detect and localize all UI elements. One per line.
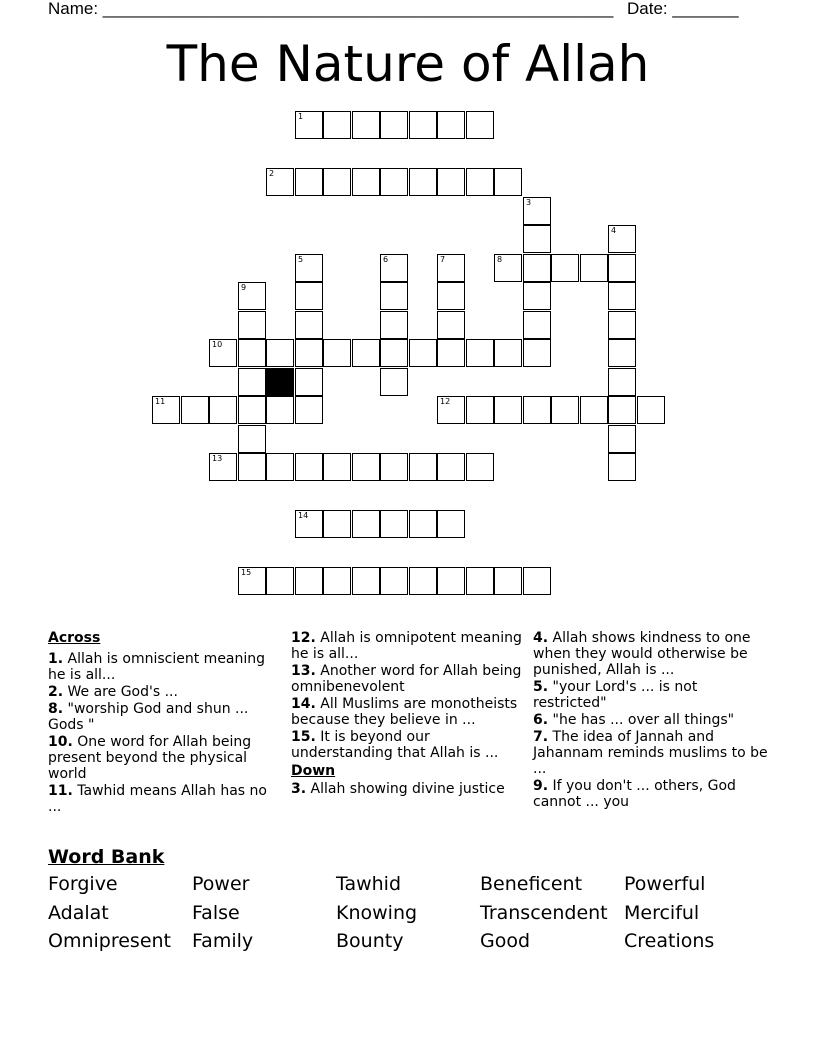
crossword-cell[interactable] [608, 282, 636, 310]
crossword-cell[interactable] [209, 453, 237, 481]
crossword-cell[interactable] [238, 311, 266, 339]
word-bank-word: Adalat [48, 901, 109, 924]
crossword-cell[interactable] [637, 396, 665, 424]
clue-across-10: 10. One word for Allah being present beyond the physical world [48, 734, 252, 782]
crossword-cell[interactable] [409, 453, 437, 481]
word-bank-word: Knowing [336, 901, 418, 924]
crossword-cell[interactable] [494, 567, 522, 595]
crossword-cell[interactable] [551, 254, 579, 282]
crossword-cell[interactable] [466, 339, 494, 367]
across-heading: Across [48, 630, 101, 646]
down-heading: Down [291, 763, 336, 779]
word-bank-word: Beneficent [480, 873, 583, 895]
crossword-cell[interactable] [295, 567, 323, 595]
crossword-cell[interactable] [437, 510, 465, 538]
crossword-cell[interactable] [523, 339, 551, 367]
clue-down-3: 3. Allah showing divine justice [291, 781, 505, 797]
crossword-cell[interactable] [608, 368, 636, 396]
clue-across-8: 8. "worship God and shun ... Gods " [48, 701, 249, 733]
word-bank-word: Tawhid [336, 873, 402, 895]
crossword-cell[interactable] [266, 567, 294, 595]
crossword-cell[interactable] [580, 254, 608, 282]
clue-number: 2 [269, 169, 275, 178]
crossword-cell[interactable] [266, 339, 294, 367]
clue-across-15: 15. It is beyond our understanding that Allah is ... [291, 729, 499, 761]
crossword-cell[interactable] [380, 510, 408, 538]
clue-number: 6 [383, 255, 389, 264]
crossword-cell[interactable] [380, 282, 408, 310]
word-bank-word: Family [192, 930, 254, 952]
crossword-cell[interactable] [181, 396, 209, 424]
clues-column-2 [291, 630, 523, 798]
crossword-cell[interactable] [352, 168, 380, 196]
crossword-cell[interactable] [437, 254, 465, 282]
clue-down-7: 7. The idea of Jannah and Jahannam reminds muslims to be ... [533, 729, 768, 777]
clue-number: 9 [241, 283, 247, 292]
word-bank-word: False [192, 901, 240, 924]
crossword-cell[interactable] [266, 168, 294, 196]
crossword-cell[interactable] [380, 111, 408, 139]
crossword-cell[interactable] [238, 282, 266, 310]
clue-number: 11 [155, 397, 166, 406]
crossword-cell[interactable] [295, 339, 323, 367]
crossword-cell[interactable] [523, 282, 551, 310]
word-bank-title: Word Bank [48, 846, 165, 868]
clue-number: 13 [212, 454, 223, 463]
clue-number: 14 [298, 511, 309, 520]
crossword-cell[interactable] [295, 254, 323, 282]
word-bank-word: Bounty [336, 930, 404, 952]
clues-column-3 [533, 630, 773, 811]
crossword-cell[interactable] [380, 368, 408, 396]
crossword-cell[interactable] [466, 396, 494, 424]
word-bank-word: Transcendent [480, 901, 608, 924]
crossword-cell[interactable] [466, 453, 494, 481]
crossword-cell[interactable] [608, 425, 636, 453]
word-bank-word: Power [192, 873, 250, 895]
crossword-cell[interactable] [352, 453, 380, 481]
crossword-cell[interactable] [323, 168, 351, 196]
crossword-cell[interactable] [352, 567, 380, 595]
crossword-cell[interactable] [266, 396, 294, 424]
clue-number: 1 [298, 112, 304, 121]
crossword-cell[interactable] [209, 396, 237, 424]
clue-number: 3 [526, 198, 532, 207]
crossword-cell[interactable] [608, 225, 636, 253]
crossword-cell[interactable] [409, 111, 437, 139]
crossword-cell[interactable] [238, 368, 266, 396]
date-field-label: Date: _______ [627, 0, 739, 18]
crossword-cell[interactable] [152, 396, 180, 424]
crossword-cell[interactable] [494, 254, 522, 282]
crossword-cell[interactable] [380, 168, 408, 196]
crossword-cell[interactable] [295, 282, 323, 310]
crossword-cell[interactable] [295, 111, 323, 139]
crossword-cell[interactable] [238, 339, 266, 367]
crossword-cell[interactable] [437, 453, 465, 481]
word-bank-word: Omnipresent [48, 930, 172, 952]
crossword-cell[interactable] [551, 396, 579, 424]
crossword-cell[interactable] [323, 339, 351, 367]
crossword-cell[interactable] [323, 567, 351, 595]
clue-number: 8 [497, 255, 503, 264]
crossword-cell[interactable] [295, 510, 323, 538]
crossword-cell[interactable] [409, 168, 437, 196]
clue-number: 5 [298, 255, 304, 264]
clue-down-4: 4. Allah shows kindness to one when they would otherwise be punished, Allah is ... [533, 630, 751, 678]
crossword-cell[interactable] [380, 254, 408, 282]
clue-across-1: 1. Allah is omniscient meaning he is all... [48, 651, 266, 683]
crossword-cell[interactable] [437, 339, 465, 367]
clue-down-9: 9. If you don't ... others, God cannot ... you [533, 778, 736, 810]
clue-across-13: 13. Another word for Allah being omnibenevolent [291, 663, 522, 695]
crossword-cell[interactable] [608, 254, 636, 282]
crossword-cell[interactable] [352, 510, 380, 538]
crossword-cell[interactable] [523, 396, 551, 424]
crossword-cell[interactable] [295, 311, 323, 339]
crossword-cell[interactable] [437, 567, 465, 595]
crossword-cell[interactable] [323, 510, 351, 538]
crossword-cell[interactable] [238, 567, 266, 595]
crossword-cell[interactable] [608, 311, 636, 339]
clue-number: 12 [440, 397, 451, 406]
crossword-cell[interactable] [380, 453, 408, 481]
crossword-cell[interactable] [523, 311, 551, 339]
crossword-cell[interactable] [466, 567, 494, 595]
crossword-cell[interactable] [295, 368, 323, 396]
crossword-cell[interactable] [323, 111, 351, 139]
crossword-cell[interactable] [437, 168, 465, 196]
crossword-cell[interactable] [523, 197, 551, 225]
crossword-cell[interactable] [466, 168, 494, 196]
crossword-cell[interactable] [437, 311, 465, 339]
word-bank-word: Creations [624, 930, 715, 952]
crossword-cell[interactable] [608, 396, 636, 424]
page-title: The Nature of Allah [166, 35, 650, 93]
crossword-cell[interactable] [409, 339, 437, 367]
crossword-cell[interactable] [323, 453, 351, 481]
clue-number: 7 [440, 255, 446, 264]
name-field-label: Name: ______________________________________________________ [48, 0, 614, 18]
clue-across-11: 11. Tawhid means Allah has no ... [48, 783, 267, 815]
crossword-cell[interactable] [608, 339, 636, 367]
crossword-cell[interactable] [380, 311, 408, 339]
crossword-cell[interactable] [523, 225, 551, 253]
crossword-cell[interactable] [494, 396, 522, 424]
crossword-cell[interactable] [266, 453, 294, 481]
crossword-cell[interactable] [523, 567, 551, 595]
crossword-cell[interactable] [295, 453, 323, 481]
crossword-cell[interactable] [352, 111, 380, 139]
word-bank-word: Powerful [624, 873, 706, 895]
crossword-cell[interactable] [380, 339, 408, 367]
crossword-cell[interactable] [437, 282, 465, 310]
crossword-cell[interactable] [238, 453, 266, 481]
clue-across-14: 14. All Muslims are monotheists because they believe in ... [291, 696, 518, 728]
crossword-cell[interactable] [437, 111, 465, 139]
clue-number: 4 [611, 226, 617, 235]
crossword-cell[interactable] [295, 168, 323, 196]
clue-across-12: 12. Allah is omnipotent meaning he is all... [291, 630, 522, 662]
crossword-cell[interactable] [209, 339, 237, 367]
word-bank-word: Merciful [624, 901, 700, 924]
crossword-cell[interactable] [380, 567, 408, 595]
crossword-cell[interactable] [494, 168, 522, 196]
crossword-cell[interactable] [437, 396, 465, 424]
clues-column-1 [48, 630, 280, 816]
clue-down-5: 5. "your Lord's ... is not restricted" [533, 679, 698, 711]
crossword-cell[interactable] [494, 339, 522, 367]
crossword-cell[interactable] [580, 396, 608, 424]
blocked-cell [266, 368, 294, 396]
crossword-cell[interactable] [352, 339, 380, 367]
word-bank-word: Forgive [48, 873, 118, 895]
clue-across-2: 2. We are God's ... [48, 684, 178, 700]
clue-down-6: 6. "he has ... over all things" [533, 712, 735, 728]
crossword-cell[interactable] [238, 396, 266, 424]
clue-number: 10 [212, 340, 223, 349]
crossword-cell[interactable] [238, 425, 266, 453]
crossword-cell[interactable] [295, 396, 323, 424]
crossword-cell[interactable] [608, 453, 636, 481]
crossword-cell[interactable] [466, 111, 494, 139]
crossword-cell[interactable] [523, 254, 551, 282]
crossword-cell[interactable] [409, 567, 437, 595]
clue-number: 15 [241, 568, 252, 577]
word-bank-word: Good [480, 930, 531, 952]
crossword-cell[interactable] [409, 510, 437, 538]
